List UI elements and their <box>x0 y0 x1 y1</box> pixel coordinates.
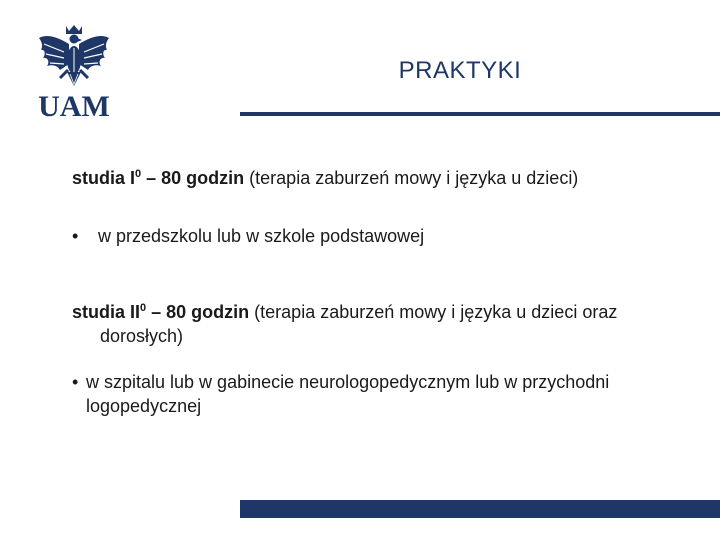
slide-content <box>72 166 692 418</box>
list-item-2-text: w szpitalu lub w gabinecie neurologopedycznym lub w przychodni logopedycznej <box>86 372 610 416</box>
heading-1-description: (terapia zaburzeń mowy i języka u dzieci) <box>244 168 579 188</box>
heading-2-level: studia II <box>72 302 141 322</box>
heading-1-dash: – <box>141 168 162 188</box>
logo-lettering: UAM <box>38 90 110 120</box>
heading-1-sup: 0 <box>135 168 142 180</box>
bullet-icon: • <box>72 226 79 246</box>
section-heading-2 <box>72 300 692 348</box>
section-heading-1 <box>72 166 692 190</box>
heading-2-dash: – <box>146 302 167 322</box>
heading-2-hours: 80 godzin <box>166 302 250 322</box>
list-item-1-text: w przedszkolu lub w szkole podstawowej <box>98 226 425 246</box>
uam-logo <box>36 24 112 120</box>
list-item-2 <box>72 370 692 418</box>
bullet-icon: • <box>72 372 79 392</box>
heading-1-hours: 80 godzin <box>161 168 245 188</box>
header-divider <box>240 112 720 116</box>
heading-2-sup: 0 <box>140 302 147 314</box>
list-item-1 <box>72 224 692 248</box>
heading-2-description: (terapia zaburzeń mowy i języka u dzieci oraz dorosłych) <box>100 302 618 346</box>
slide-title: PRAKTYKI <box>398 57 522 84</box>
footer-bar <box>240 500 720 518</box>
heading-1-level: studia I <box>72 168 136 188</box>
